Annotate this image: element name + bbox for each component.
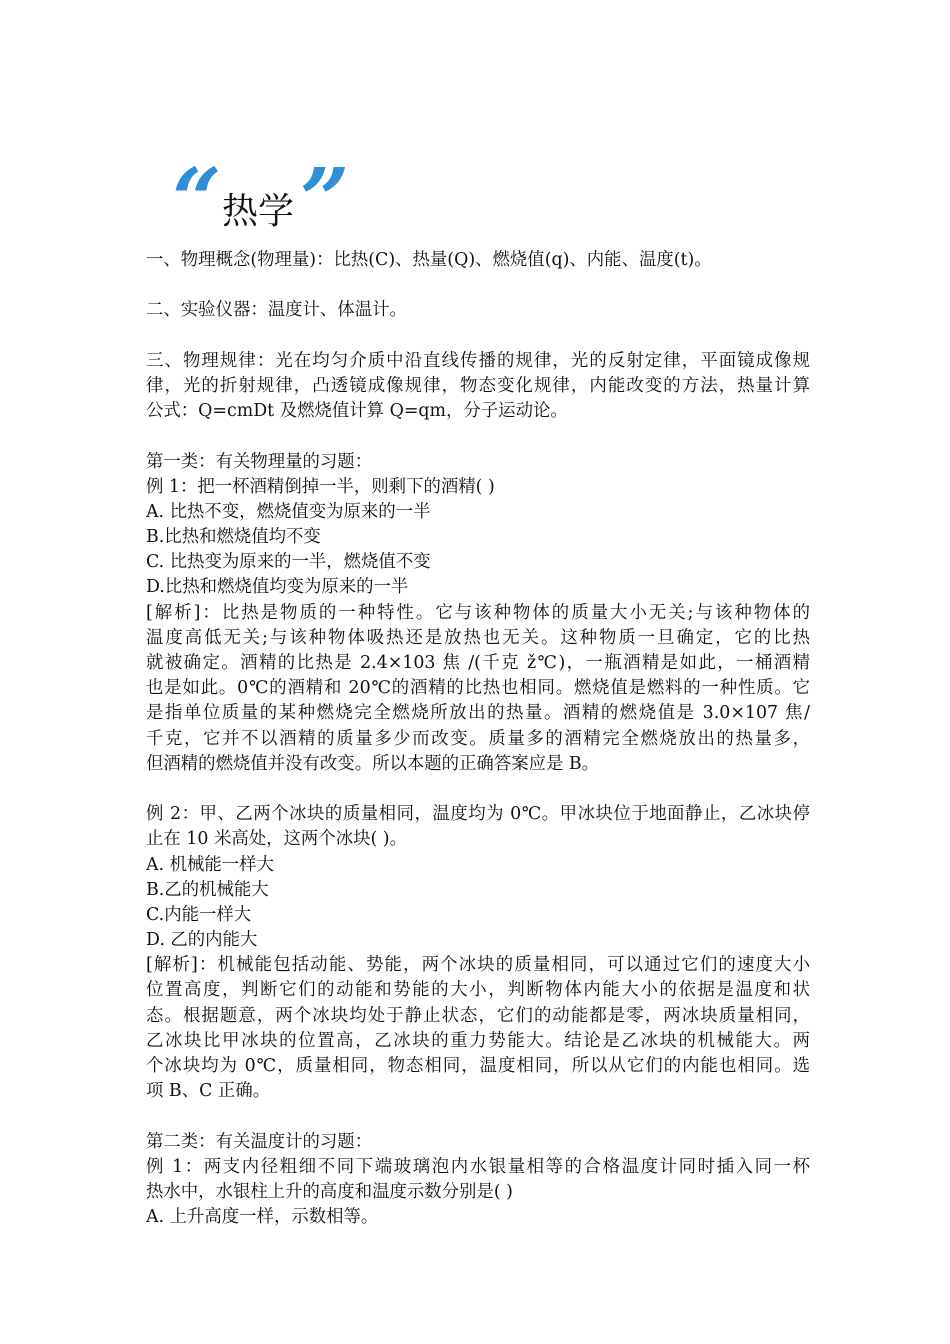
paragraph: [146, 349, 810, 425]
text-line: C.内能一样大: [146, 904, 252, 925]
text-line: D.比热和燃烧值均变为原来的一半: [146, 577, 409, 598]
text-line: B.乙的机械能大: [146, 879, 269, 900]
text-line: 公式：Q=cmDt 及燃烧值计算 Q=qm，分子运动论。: [146, 401, 568, 422]
text-line: B.比热和燃烧值均不变: [146, 527, 321, 548]
text-line: 第一类：有关物理量的习题：: [146, 451, 373, 472]
text-line: 第二类：有关温度计的习题：: [146, 1131, 373, 1152]
text-line: [解析]：比热是物质的一种特性。它与该种物体的质量大小无关;与该种物体的: [146, 602, 810, 623]
open-quote-mark: “: [172, 150, 222, 251]
paragraph: [146, 1130, 810, 1231]
text-line: 例 2：甲、乙两个冰块的质量相同，温度均为 0℃。甲冰块位于地面静止，乙冰块停: [146, 804, 810, 825]
text-line: 千克，它并不以酒精的质量多少而改变。质量多的酒精完全燃烧放出的热量多，: [146, 728, 810, 749]
document-body: [146, 248, 810, 1256]
text-line: 热水中，水银柱上升的高度和温度示数分别是( ): [146, 1181, 513, 1202]
text-line: 态。根据题意，两个冰块均处于静止状态，它们的动能都是零，两冰块质量相同，: [146, 1005, 810, 1026]
text-line: 是指单位质量的某种燃烧完全燃烧所放出的热量。酒精的燃烧值是 3.0×107 焦/: [146, 703, 810, 724]
text-line: A. 比热不变，燃烧值变为原来的一半: [146, 501, 431, 522]
text-line: C. 比热变为原来的一半，燃烧值不变: [146, 552, 431, 573]
text-line: 也是如此。0℃的酒精和 20℃的酒精的比热也相同。燃烧值是燃料的一种性质。它: [146, 678, 810, 699]
text-line: 二、实验仪器：温度计、体温计。: [146, 300, 407, 321]
text-line: 位置高度，判断它们的动能和势能的大小，判断物体内能大小的依据是温度和状: [146, 980, 810, 1001]
paragraph: [146, 298, 810, 323]
paragraph: [146, 248, 810, 273]
close-quote-mark: ”: [300, 150, 350, 251]
text-line: 乙冰块比甲冰块的位置高，乙冰块的重力势能大。结论是乙冰块的机械能大。两: [146, 1030, 810, 1051]
text-line: 项 B、C 正确。: [146, 1081, 271, 1102]
text-line: A. 机械能一样大: [146, 854, 274, 875]
text-line: 就被确定。酒精的比热是 2.4×103 焦 /(千克 ž℃)，一瓶酒精是如此，一桶酒精: [146, 653, 810, 673]
text-line: A. 上升高度一样，示数相等。: [146, 1207, 379, 1228]
text-line: 三、物理规律：光在均匀介质中沿直线传播的规律，光的反射定律，平面镜成像规: [146, 350, 810, 371]
text-line: 个冰块均为 0℃，质量相同，物态相同，温度相同，所以从它们的内能也相同。选: [146, 1056, 810, 1076]
text-line: 一、物理概念(物理量)：比热(C)、热量(Q)、燃烧值(q)、内能、温度(t)。: [146, 250, 712, 270]
page-title: 热学: [222, 191, 295, 232]
text-line: 温度高低无关;与该种物体吸热还是放热也无关。这种物质一旦确定，它的比热: [146, 627, 810, 648]
text-line: [解析]：机械能包括动能、势能，两个冰块的质量相同，可以通过它们的速度大小: [146, 955, 810, 976]
text-line: 止在 10 米高处，这两个冰块( )。: [146, 829, 407, 850]
paragraph: [146, 450, 810, 777]
text-line: 例 1：把一杯酒精倒掉一半，则剩下的酒精( ): [146, 476, 495, 497]
text-line: D. 乙的内能大: [146, 930, 258, 951]
text-line: 律，光的折射规律，凸透镜成像规律，物态变化规律，内能改变的方法，热量计算: [146, 375, 810, 396]
text-line: 但酒精的燃烧值并没有改变。所以本题的正确答案应是 B。: [146, 753, 600, 774]
text-line: 例 1：两支内径粗细不同下端玻璃泡内水银量相等的合格温度计同时插入同一杯: [146, 1156, 810, 1177]
paragraph: [146, 802, 810, 1104]
